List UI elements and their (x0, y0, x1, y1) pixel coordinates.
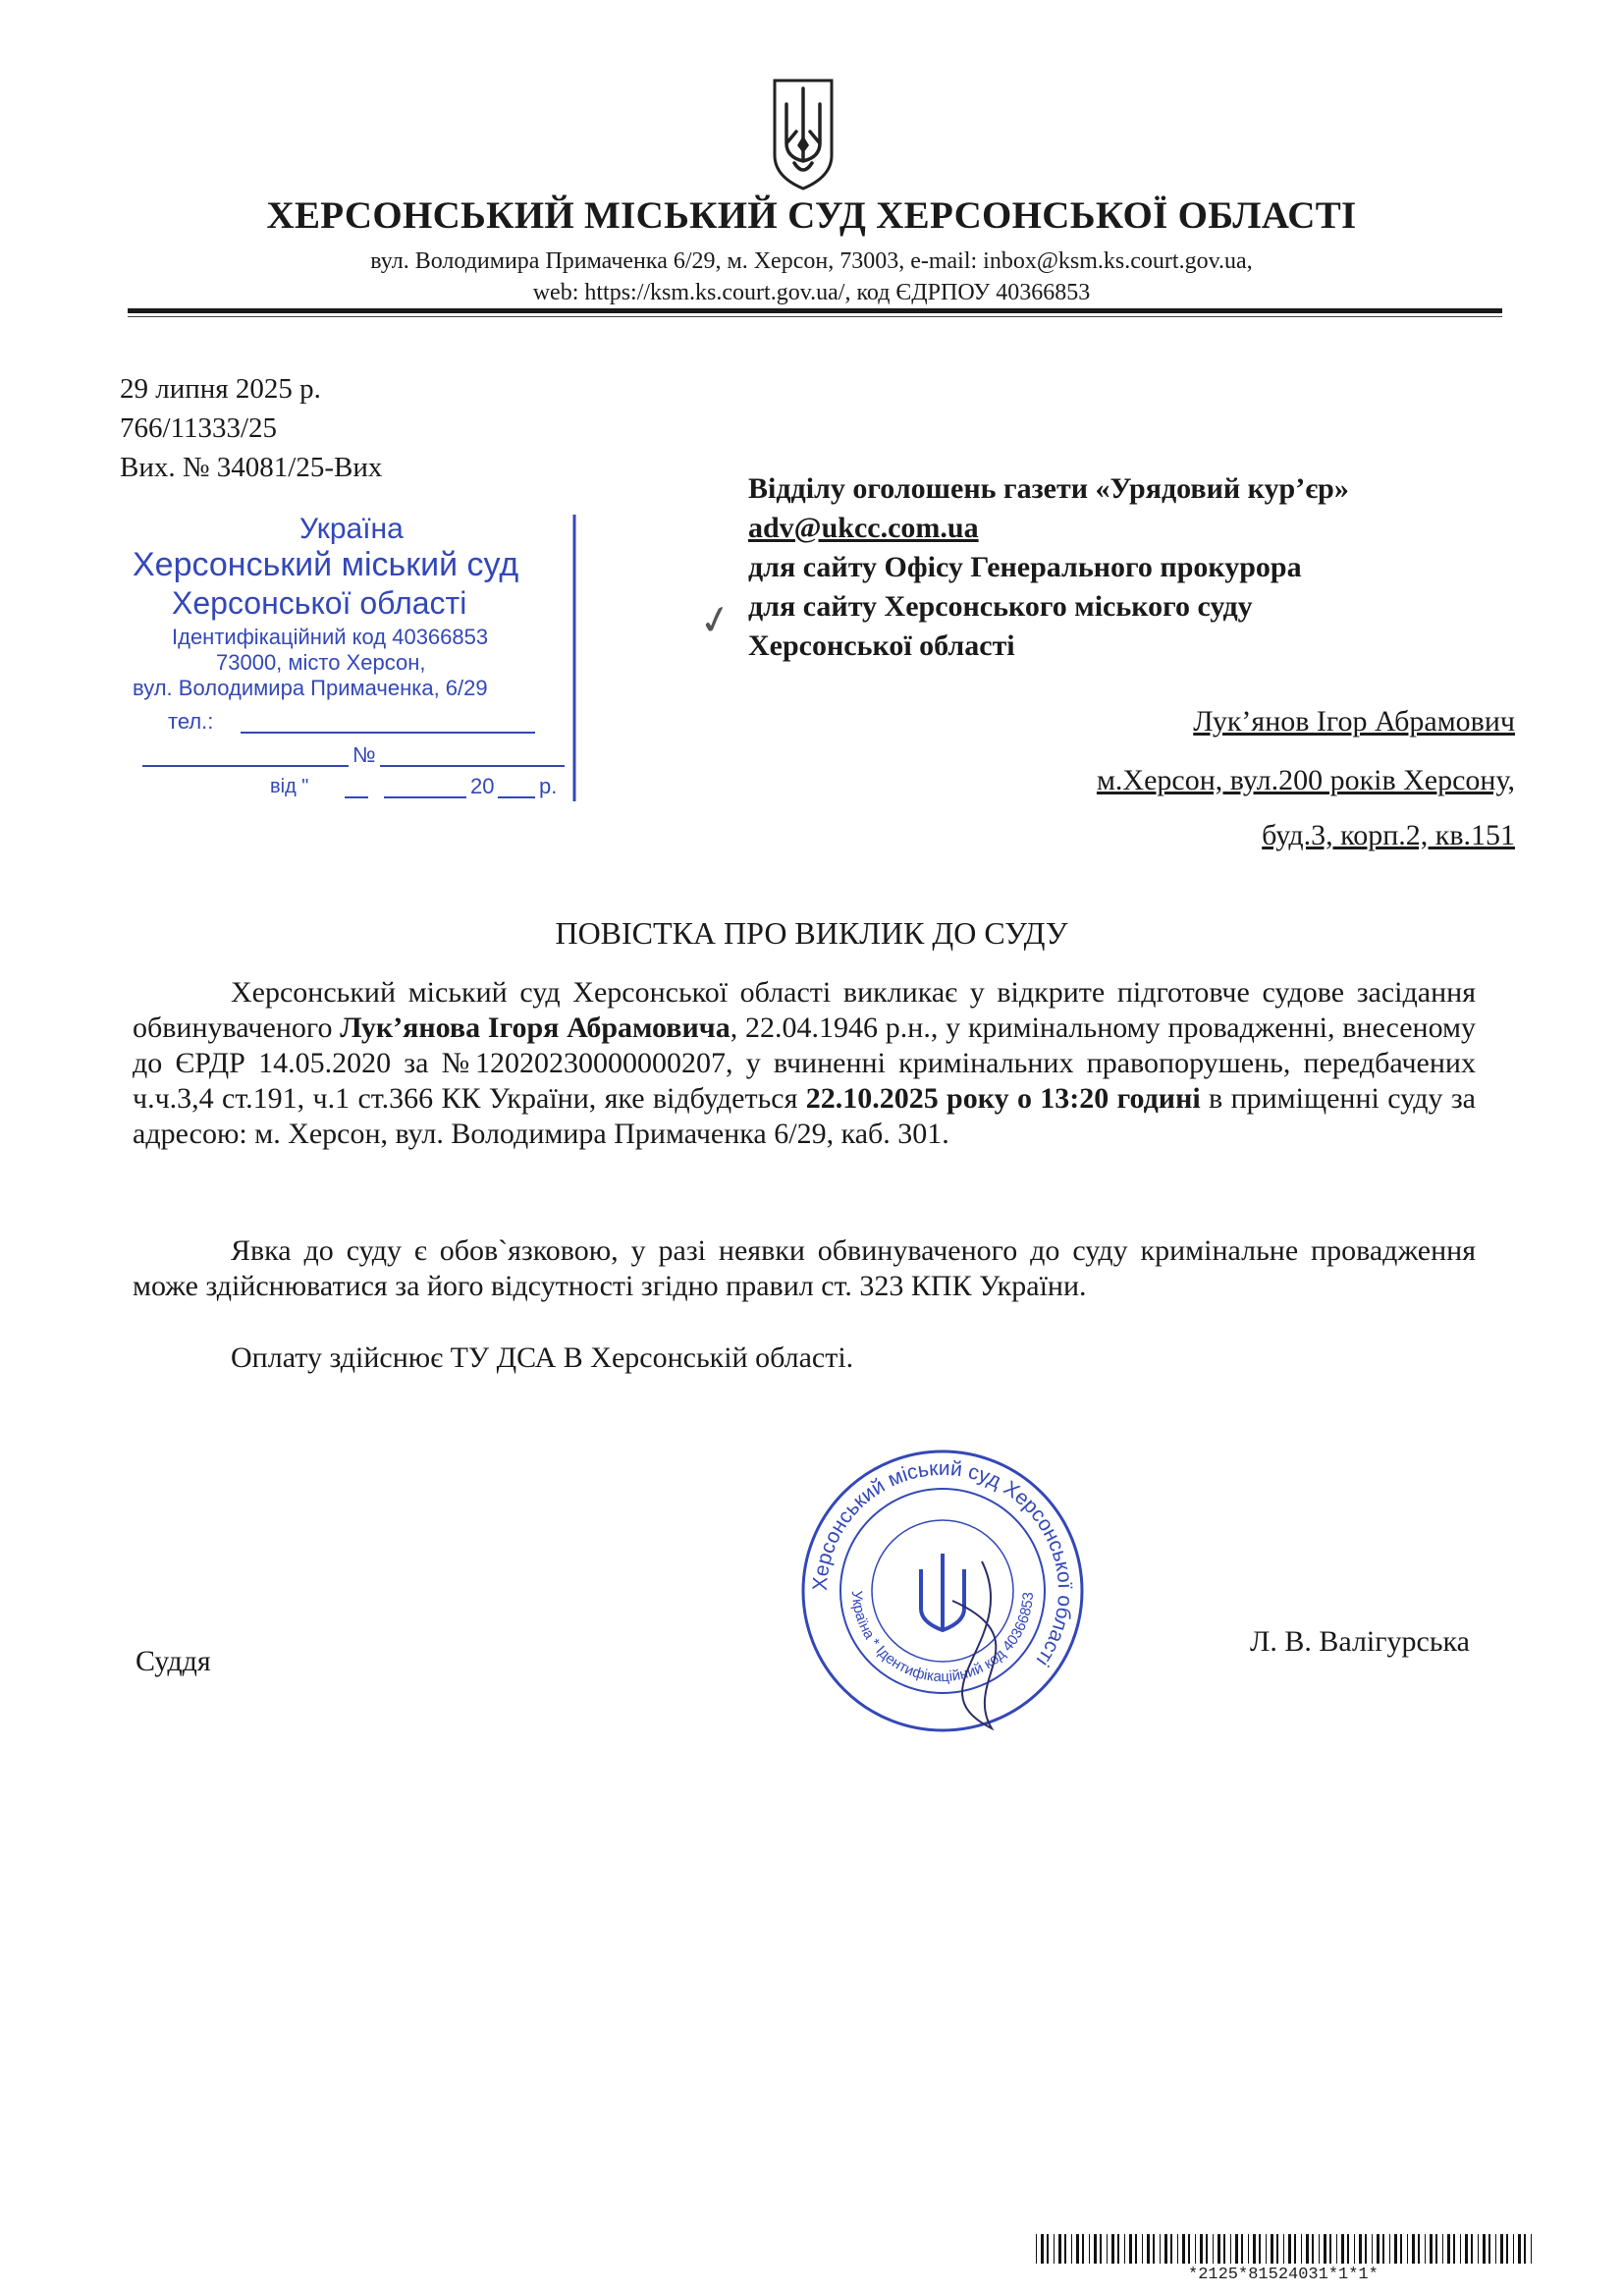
header-divider (128, 308, 1502, 313)
body-p1-part3: в приміщенні суду за адресою: м. Херсон, вул. Володимира Примаченка 6/29, каб. 301. (133, 1082, 1476, 1150)
recipient-email: adv@ukcc.com.ua (748, 512, 979, 544)
recipient-court-site: для сайту Херсонського міського суду (748, 590, 1253, 623)
court-contact-line-2: web: https://ksm.ks.court.gov.ua/, код ЄДРПОУ 40366853 (532, 280, 1091, 305)
barcode-icon (1036, 2234, 1537, 2264)
court-contact-line-1: вул. Володимира Примаченка 6/29, м. Херсон, 73003, e-mail: inbox@ksm.ks.court.gov.ua, (370, 248, 1253, 274)
defendant-name: Лук’янова Ігоря Абрамовича (340, 1011, 730, 1044)
outgoing-number: Вих. № 34081/25-Вих (120, 452, 383, 483)
stamp-date-from-label: від " (270, 776, 309, 797)
stamp-court-name: Херсонський міський суд (133, 546, 519, 583)
addressee-name: Лук’янов Ігор Абрамович (1193, 705, 1515, 738)
stamp-region: Херсонської області (172, 585, 467, 621)
stamp-year-label: 20 (470, 774, 495, 798)
stamp-id-code: Ідентифікаційний код 40366853 (172, 625, 489, 649)
addressee-building: буд.3, корп.2, кв.151 (1262, 819, 1515, 851)
seal-inner-text: Україна * Ідентифікаційний код 40366853 (847, 1590, 1038, 1686)
coat-of-arms-icon (769, 75, 838, 192)
court-entry-stamp (113, 507, 579, 811)
court-name: ХЕРСОНСЬКИЙ МІСЬКИЙ СУД ХЕРСОНСЬКОЇ ОБЛАСТІ (266, 194, 1357, 237)
signer-role: Суддя (135, 1645, 211, 1677)
seal-outer-text: Херсонський міський суд Херсонської області (808, 1456, 1077, 1670)
signer-name: Л. В. Валігурська (1250, 1625, 1470, 1658)
court-contacts (147, 246, 1476, 308)
body-paragraph-1 (133, 975, 1476, 1152)
recipients-block (748, 469, 1349, 666)
stamp-phone-label: тел.: (168, 709, 214, 734)
recipient-court-region: Херсонської області (748, 629, 1015, 662)
document-title: ПОВІСТКА ПРО ВИКЛИК ДО СУДУ (555, 915, 1068, 951)
stamp-street: вул. Володимира Примаченка, 6/29 (133, 676, 488, 700)
court-seal-icon (795, 1444, 1090, 1738)
stamp-country: Україна (299, 513, 404, 545)
recipient-newspaper: Відділу оголошень газети «Урядовий кур’єр» (748, 472, 1349, 505)
document-date: 29 липня 2025 р. (120, 373, 321, 405)
stamp-year-suffix: р. (539, 774, 558, 798)
addressee-street: м.Херсон, вул.200 років Херсону, (1096, 764, 1515, 796)
body-paragraph-2: Явка до суду є обов`язковою, у разі неявки обвинуваченого до суду кримінальне провадження може здійснюватися за його відсутності згідно правил ст. 323 КПК України. (133, 1234, 1476, 1302)
body-p1-part2: , 22.04.1946 р.н., у кримінальному провадженні, внесеному до ЄРДР 14.05.2020 за №12020230000000207, у вчиненні кримінальних правопорушень, передбачених ч.ч.3,4 ст.191, ч.1 ст.366 КК України, яке відбудеться (133, 1011, 1477, 1115)
header-divider-thin (128, 316, 1502, 317)
stamp-city: 73000, місто Херсон, (216, 650, 426, 675)
case-number: 766/11333/25 (120, 412, 278, 444)
stamp-number-label: № (352, 742, 376, 767)
recipient-prosecutor-site: для сайту Офісу Генерального прокурора (748, 551, 1302, 583)
hearing-datetime: 22.10.2025 року о 13:20 годині (805, 1082, 1201, 1115)
document-meta (120, 369, 382, 487)
barcode-text: *2125*81524031*1*1* (1188, 2266, 1379, 2284)
checkmark-icon: ✓ (694, 595, 736, 645)
body-p1-part1: Херсонський міський суд Херсонської області викликає у відкрите підготовче судове засідання обвинуваченого (133, 976, 1476, 1044)
body-paragraph-3: Оплату здійснює ТУ ДСА В Херсонській області. (231, 1341, 854, 1374)
